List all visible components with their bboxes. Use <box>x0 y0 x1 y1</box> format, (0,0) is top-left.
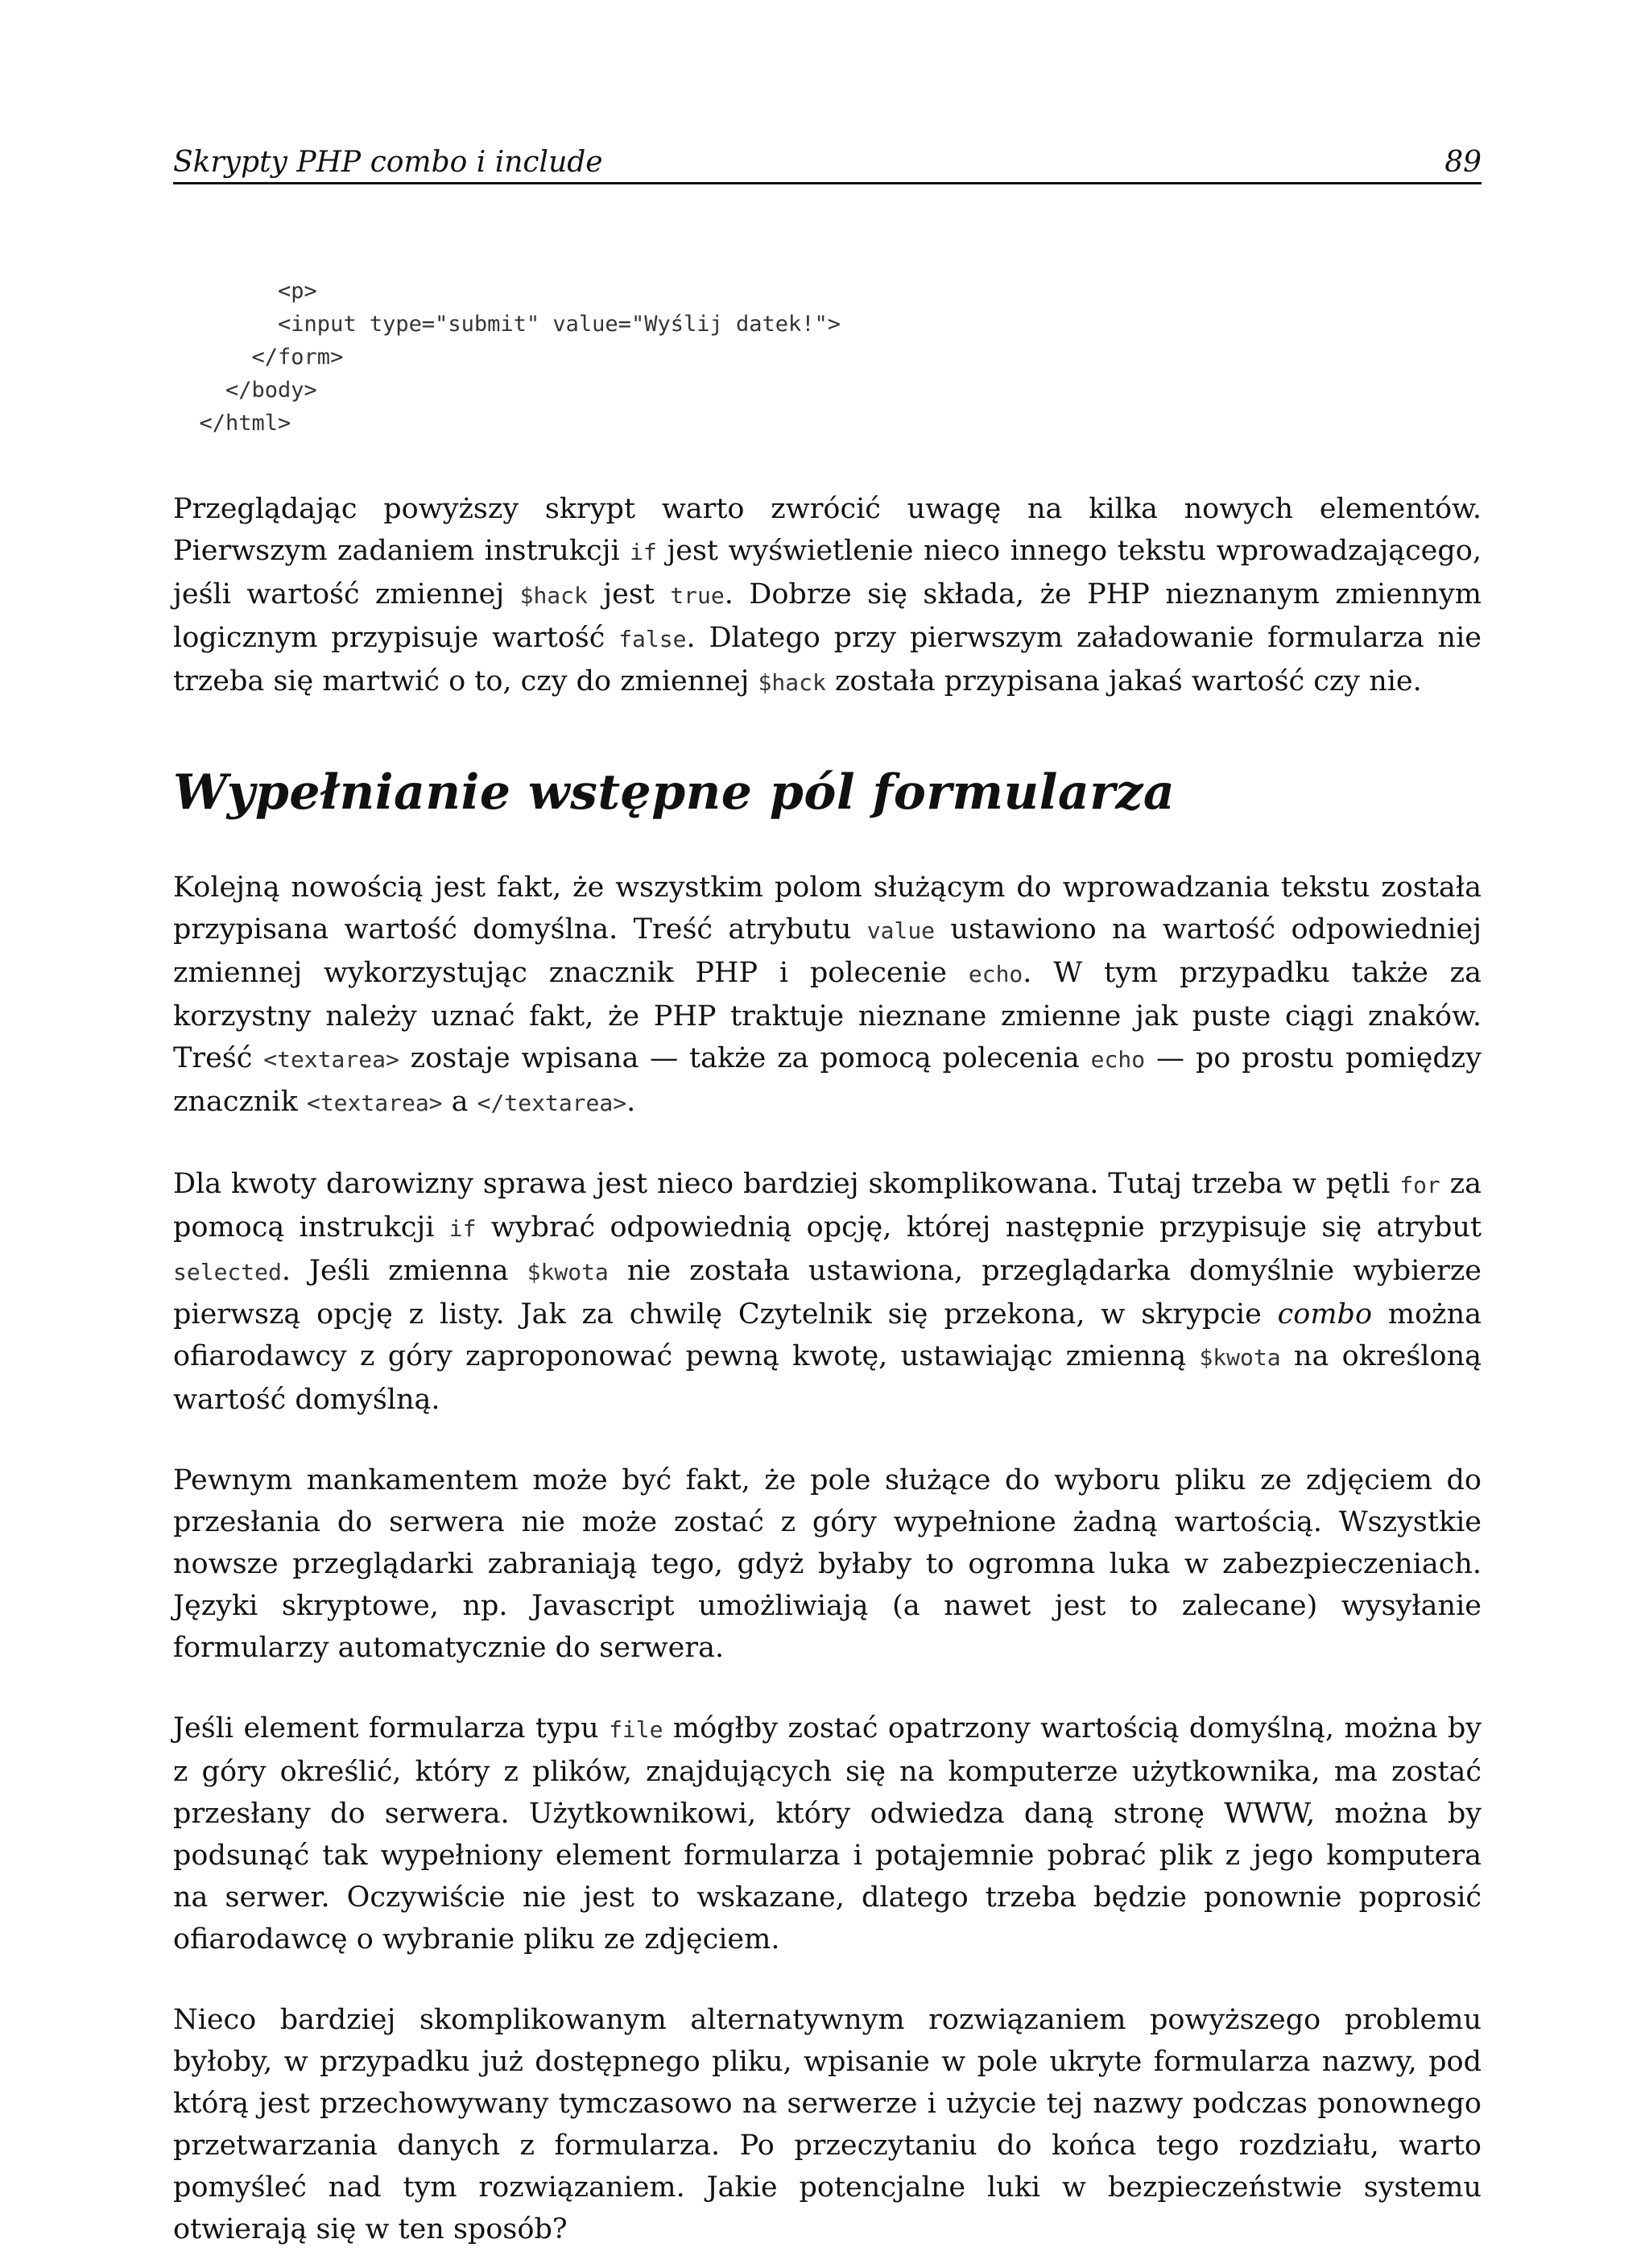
paragraph-2 <box>173 867 1482 1124</box>
paragraph-5 <box>173 1707 1482 1960</box>
inline-code: selected <box>173 1259 282 1285</box>
text: . W tym przypadku także za korzystny należy uznać fakt, że PHP traktuje nieznane zmienne jak puste ciągi znaków. Treść <box>173 957 1482 1074</box>
code-line: <p> <box>173 279 317 304</box>
inline-code: echo <box>1090 1046 1146 1073</box>
inline-code: file <box>609 1716 663 1743</box>
paragraph-6: Nieco bardziej skomplikowanym alternatywnym rozwiązaniem powyższego problemu byłoby, w przypadku już dostępnego pliku, wpisanie w pole ukryte formularza nazwy, pod którą jest przechowywany tymczasowo na serwerze i użycie tej nazwy podczas ponownego przetwarzania danych z formularza. Po przeczytaniu do końca tego rozdziału, warto pomyśleć nad tym rozwiązaniem. Jakie potencjalne luki w bezpieczeństwie systemu otwierają się w ten sposób? <box>173 2004 1482 2245</box>
section-title: Wypełnianie wstępne pól formularza <box>173 764 1176 821</box>
inline-code: $kwota <box>527 1259 609 1285</box>
text: . Jeśli zmienna <box>281 1255 527 1287</box>
inline-code: $kwota <box>1199 1344 1281 1371</box>
running-header-title: Skrypty PHP combo i include <box>173 146 603 179</box>
paragraph-1 <box>173 488 1482 704</box>
text: . Dlatego przy pierwszym załadowanie formularza nie trzeba się martwić o to, czy do zmiennej <box>173 622 1482 697</box>
text: Jeśli element formularza typu <box>173 1712 610 1744</box>
italic-term: combo <box>1277 1298 1373 1331</box>
inline-code: true <box>670 582 725 609</box>
code-line: </form> <box>173 345 344 370</box>
text: Przeglądając powyższy skrypt warto zwrócić uwagę na kilka nowych elementów. Pierwszym zadaniem instrukcji <box>173 493 1482 567</box>
text: została przypisana jakaś wartość czy nie. <box>825 665 1422 697</box>
inline-code: for <box>1399 1172 1440 1198</box>
code-line: </html> <box>173 411 291 436</box>
text: mógłby zostać opatrzony wartością domyślną, można by z góry określić, który z plików, znajdujących się na komputerze użytkownika, ma zostać przesłany do serwera. Użytkownikowi, który odwiedza daną stronę WWW, można by podsunąć tak wypełniony element formularza i potajemnie pobrać plik z jego komputera na serwer. Oczywiście nie jest to wskazane, dlatego trzeba będzie ponownie poprosić ofiarodawcę o wybranie pliku ze zdjęciem. <box>173 1712 1482 1956</box>
running-header <box>173 135 1482 184</box>
inline-code: false <box>618 626 687 652</box>
text: jest <box>587 578 671 610</box>
inline-code: if <box>630 539 657 565</box>
book-page <box>173 135 1482 2250</box>
text: . Dobrze się składa, że PHP nieznanym zmiennym logicznym przypisuje wartość <box>173 578 1482 654</box>
text: Kolejną nowością jest fakt, że wszystkim polom służącym do wprowadzania tekstu została przypisana wartość domyślna. Treść atrybutu <box>173 871 1482 946</box>
text: za pomocą instrukcji <box>173 1168 1482 1244</box>
inline-code: $hack <box>758 669 826 696</box>
paragraph-4: Pewnym mankamentem może być fakt, że pole służące do wyboru pliku ze zdjęciem do przesłania do serwera nie może zostać z góry wypełnione żadną wartością. Wszystkie nowsze przeglądarki zabraniają tego, gdyż byłaby to ogromna luka w zabezpieczeniach. Języki skryptowe, np. Javascript umożliwiają (a nawet jest to zalecane) wysyłanie formularzy automatycznie do serwera. <box>173 1464 1482 1664</box>
page-number: 89 <box>1444 146 1482 179</box>
inline-code: <textarea> <box>263 1046 399 1073</box>
code-line: </body> <box>173 378 317 403</box>
code-listing <box>173 184 1482 440</box>
text: . <box>626 1086 636 1118</box>
text: ustawiono na wartość odpowiedniej zmiennej wykorzystując znacznik PHP i polecenie <box>173 913 1482 989</box>
inline-code: if <box>448 1215 477 1242</box>
text: a <box>442 1086 477 1118</box>
text: wybrać odpowiednią opcję, której następnie przypisuje się atrybut <box>476 1211 1482 1244</box>
inline-code: <textarea> <box>306 1090 443 1116</box>
text: jest wyświetlenie nieco innego tekstu wprowadzającego, jeśli wartość zmiennej <box>173 535 1482 610</box>
text: na określoną wartość domyślną. <box>173 1340 1482 1416</box>
paragraph-3 <box>173 1163 1482 1421</box>
text: można ofiarodawcy z góry zaproponować pewną kwotę, ustawiając zmienną <box>173 1298 1482 1372</box>
inline-code: $hack <box>519 582 588 609</box>
text: — po prostu pomiędzy znacznik <box>173 1042 1482 1118</box>
inline-code: echo <box>968 961 1023 987</box>
code-line: <input type="submit" value="Wyślij datek!"> <box>173 312 841 337</box>
inline-code: </textarea> <box>477 1090 627 1116</box>
text: Dla kwoty darowizny sprawa jest nieco bardziej skomplikowana. Tutaj trzeba w pętli <box>173 1168 1400 1200</box>
text: zostaje wpisana — także za pomocą polecenia <box>399 1042 1091 1074</box>
text: nie została ustawiona, przeglądarka domyślnie wybierze pierwszą opcję z listy. Jak za chwilę Czytelnik się przekona, w skrypcie <box>173 1255 1482 1331</box>
inline-code: value <box>866 917 936 944</box>
